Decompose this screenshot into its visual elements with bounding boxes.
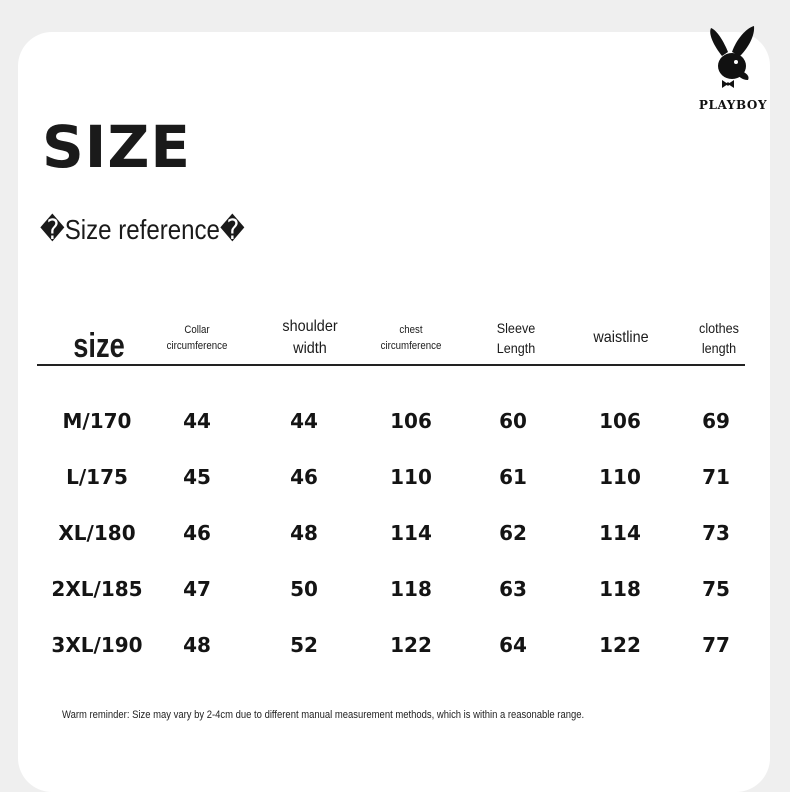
cell-size: XL/180 — [58, 521, 136, 545]
cell-sleeve: 62 — [499, 521, 527, 545]
cell-waist: 110 — [599, 465, 641, 489]
cell-length: 77 — [702, 633, 730, 657]
cell-waist: 122 — [599, 633, 641, 657]
cell-collar: 44 — [183, 409, 211, 433]
cell-collar: 48 — [183, 633, 211, 657]
cell-chest: 118 — [390, 577, 432, 601]
warm-reminder-note: Warm reminder: Size may vary by 2-4cm due to different manual measurement methods, which is within a reasonable range. — [62, 709, 585, 721]
cell-shoulder: 50 — [290, 577, 318, 601]
bunny-icon — [708, 26, 758, 96]
cell-sleeve: 61 — [499, 465, 527, 489]
cell-chest: 106 — [390, 409, 432, 433]
cell-length: 75 — [702, 577, 730, 601]
cell-length: 71 — [702, 465, 730, 489]
brand-logo — [696, 26, 770, 118]
cell-chest: 110 — [390, 465, 432, 489]
header-clothes-length: clothes length — [699, 320, 739, 356]
cell-waist: 106 — [599, 409, 641, 433]
cell-size: 2XL/185 — [51, 577, 143, 601]
cell-size: M/170 — [62, 409, 132, 433]
cell-size: L/175 — [66, 465, 128, 489]
cell-shoulder: 46 — [290, 465, 318, 489]
header-collar: Collar circumference — [166, 324, 228, 352]
table-row — [37, 393, 745, 449]
header-size: size — [73, 326, 125, 365]
cell-sleeve: 64 — [499, 633, 527, 657]
cell-shoulder: 44 — [290, 409, 318, 433]
table-header — [37, 312, 745, 366]
cell-collar: 45 — [183, 465, 211, 489]
section-subtitle: �Size reference� — [40, 214, 245, 245]
brand-name: PLAYBOY — [698, 98, 768, 112]
table-row — [37, 617, 745, 673]
table-row — [37, 561, 745, 617]
cell-sleeve: 63 — [499, 577, 527, 601]
header-chest: chest circumference — [380, 324, 442, 352]
cell-shoulder: 48 — [290, 521, 318, 545]
cell-waist: 114 — [599, 521, 641, 545]
cell-collar: 46 — [183, 521, 211, 545]
cell-size: 3XL/190 — [51, 633, 143, 657]
cell-length: 73 — [702, 521, 730, 545]
cell-chest: 114 — [390, 521, 432, 545]
header-waistline: waistline — [593, 329, 649, 346]
table-row — [37, 449, 745, 505]
cell-collar: 47 — [183, 577, 211, 601]
cell-sleeve: 60 — [499, 409, 527, 433]
cell-length: 69 — [702, 409, 730, 433]
size-table — [37, 312, 745, 673]
header-sleeve: Sleeve Length — [496, 320, 536, 356]
cell-chest: 122 — [390, 633, 432, 657]
table-row — [37, 505, 745, 561]
header-shoulder: shoulder width — [282, 318, 338, 357]
cell-shoulder: 52 — [290, 633, 318, 657]
cell-waist: 118 — [599, 577, 641, 601]
table-body — [37, 393, 745, 673]
page-title: SIZE — [42, 113, 192, 181]
